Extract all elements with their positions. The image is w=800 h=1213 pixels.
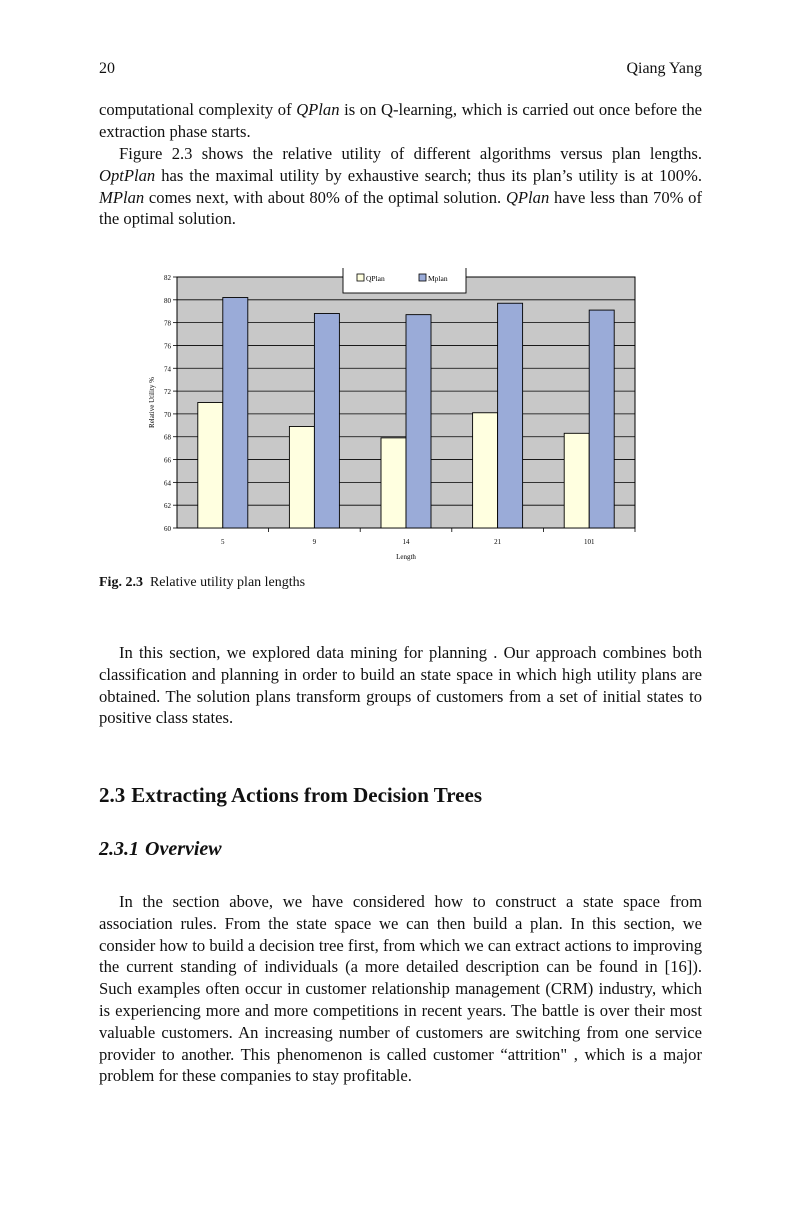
bar-qplan-21 xyxy=(473,413,498,528)
italic-term: QPlan xyxy=(505,187,550,207)
y-axis-label: Relative Utility % xyxy=(148,377,156,428)
y-tick-label: 68 xyxy=(164,433,171,442)
legend-label-mplan: Mplan xyxy=(428,274,448,283)
legend-label-qplan: QPlan xyxy=(366,274,385,283)
paragraph-summary xyxy=(99,642,702,729)
text-run: In the section above, we have considered how to construct a state space from association rules. From the state space we can then build a plan. In this section, we consider how to build a decision tree first, from which we can extract actions to improving the current standing of individuals (a more detailed description can be found in [16]). Such examples often occur in customer relationship management (CRM) industry, which is experiencing more and more competitions in recent years. The battle is over their most valuable customers. An increasing number of customers are switching from one service provider to another. This phenomenon is called customer “attrition" , which is a major problem for these companies to stay profitable. xyxy=(99,892,702,1086)
bar-mplan-9 xyxy=(314,314,339,528)
bar-qplan-9 xyxy=(289,426,314,528)
x-axis-label: Length xyxy=(396,553,416,561)
bar-mplan-21 xyxy=(498,303,523,528)
legend-swatch-mplan xyxy=(419,274,426,281)
y-tick-label: 82 xyxy=(164,274,171,282)
page-number: 20 xyxy=(99,60,115,77)
bar-mplan-101 xyxy=(589,310,614,528)
x-tick-label: 21 xyxy=(494,538,502,546)
text-run: is on Q-learning, which is carried out once before the extraction phase starts. xyxy=(99,100,702,141)
text-run: Figure 2.3 shows the relative utility of different algorithms versus plan lengths. xyxy=(119,144,702,163)
figure-caption-text: Relative utility plan lengths xyxy=(149,575,306,590)
bar-qplan-14 xyxy=(381,438,406,528)
y-tick-label: 76 xyxy=(164,342,171,351)
y-tick-label: 74 xyxy=(164,365,171,374)
x-tick-label: 101 xyxy=(583,538,595,546)
y-tick-label: 72 xyxy=(164,388,171,397)
section-title: Extracting Actions from Decision Trees xyxy=(131,783,482,807)
bar-qplan-101 xyxy=(564,433,589,528)
y-tick-label: 60 xyxy=(164,525,171,533)
bar-chart xyxy=(140,268,640,568)
x-tick-label: 5 xyxy=(221,538,225,546)
bar-mplan-5 xyxy=(223,298,248,528)
subsection-title: Overview xyxy=(145,838,222,860)
running-author: Qiang Yang xyxy=(626,60,702,77)
subsection-number: 2.3.1 xyxy=(99,838,139,860)
x-tick-label: 9 xyxy=(312,538,317,546)
x-tick-label: 14 xyxy=(402,538,410,546)
bar-mplan-14 xyxy=(406,315,431,528)
paragraph-intro-continued xyxy=(99,99,702,143)
text-run: computational complexity of xyxy=(99,100,297,119)
paragraph-overview xyxy=(99,891,702,1087)
italic-term: MPlan xyxy=(99,187,145,207)
italic-term: OptPlan xyxy=(99,165,156,185)
text-run: comes next, with about 80% of the optimal solution. xyxy=(144,187,506,207)
text-run: have less than 70% of the optimal solution. xyxy=(99,187,703,229)
figure-caption xyxy=(99,575,305,591)
legend-swatch-qplan xyxy=(357,274,364,281)
y-tick-label: 78 xyxy=(164,319,171,328)
subsection-heading xyxy=(99,838,222,861)
y-tick-label: 70 xyxy=(164,410,171,419)
y-tick-label: 80 xyxy=(164,296,171,305)
bar-qplan-5 xyxy=(198,403,223,529)
figure-label: Fig. 2.3 xyxy=(99,575,143,590)
text-run: In this section, we explored data mining for planning . Our approach combines both classification and planning in order to build an state space in which high utility plans are obtained. The solution plans transform groups of customers from a set of initial states to positive class states. xyxy=(99,643,702,728)
paragraph-figure-discussion xyxy=(99,143,702,230)
figure-chart xyxy=(140,268,640,568)
y-tick-label: 64 xyxy=(164,479,171,488)
y-tick-label: 62 xyxy=(164,502,171,511)
section-heading xyxy=(99,783,482,808)
italic-term: QPlan xyxy=(296,100,340,119)
text-run: has the maximal utility by exhaustive search; thus its plan’s utility is at 100%. xyxy=(155,165,702,185)
y-tick-label: 66 xyxy=(164,456,171,465)
section-number: 2.3 xyxy=(99,783,126,807)
